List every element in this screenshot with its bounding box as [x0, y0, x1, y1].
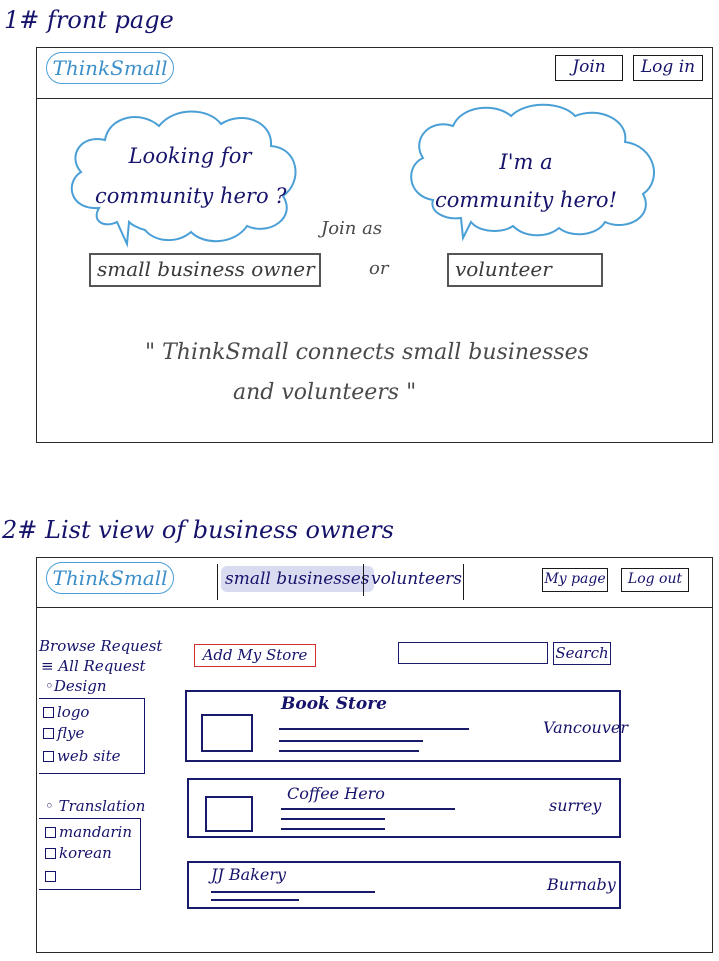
text-placeholder-line: [279, 740, 423, 742]
text-placeholder-line: [279, 728, 469, 730]
volunteer-button[interactable]: volunteer: [447, 253, 603, 287]
checkbox-icon[interactable]: [43, 728, 54, 739]
store-thumbnail: [201, 714, 253, 752]
front-page-heading: 1# front page: [4, 6, 174, 34]
join-button[interactable]: Join: [555, 55, 623, 81]
list-view-frame: [36, 557, 713, 953]
filter-website[interactable]: web site: [43, 746, 121, 766]
text-placeholder-line: [281, 828, 385, 830]
checkbox-icon[interactable]: [45, 871, 56, 882]
my-page-button[interactable]: My page: [542, 568, 608, 592]
text-placeholder-line: [211, 891, 375, 893]
browse-request-title: Browse Request: [39, 637, 163, 655]
logo[interactable]: ThinkSmall: [46, 562, 174, 594]
cloud-right-line1: I'm a: [499, 150, 553, 174]
store-thumbnail: [205, 796, 253, 832]
business-card[interactable]: [185, 690, 628, 762]
business-card[interactable]: [187, 778, 621, 838]
list-icon: ≡: [41, 657, 59, 675]
bullet-icon: ◦: [45, 677, 54, 695]
business-name[interactable]: Coffee Hero: [287, 784, 385, 803]
business-card[interactable]: [187, 861, 621, 909]
cloud-left-line2: community hero ?: [95, 184, 287, 208]
business-location: Vancouver: [543, 718, 628, 737]
logout-button[interactable]: Log out: [621, 568, 689, 592]
add-my-store-button[interactable]: Add My Store: [194, 644, 316, 667]
tagline-line1: " ThinkSmall connects small businesses: [145, 340, 589, 365]
filter-flyer[interactable]: flye: [43, 723, 84, 743]
checkbox-icon[interactable]: [43, 751, 54, 762]
search-button[interactable]: Search: [553, 642, 611, 665]
text-placeholder-line: [281, 808, 455, 810]
login-button[interactable]: Log in: [633, 55, 703, 81]
or-label: or: [369, 258, 389, 279]
business-name[interactable]: Book Store: [281, 694, 387, 714]
list-view-heading: 2# List view of business owners: [2, 516, 394, 544]
cloud-left-line1: Looking for: [128, 144, 252, 168]
filter-mandarin[interactable]: mandarin: [45, 822, 132, 842]
all-request-link[interactable]: ≡ All Request: [41, 657, 146, 675]
text-placeholder-line: [281, 818, 385, 820]
nav-small-businesses[interactable]: small businesses: [221, 566, 374, 592]
nav-volunteers[interactable]: volunteers: [371, 569, 462, 589]
nav-divider: [463, 564, 464, 600]
list-view-header: [37, 558, 712, 608]
filter-korean[interactable]: korean: [45, 843, 112, 863]
business-name[interactable]: JJ Bakery: [211, 865, 287, 884]
small-business-owner-button[interactable]: small business owner: [89, 253, 321, 287]
checkbox-icon[interactable]: [45, 827, 56, 838]
front-page-header: [37, 48, 712, 99]
text-placeholder-line: [279, 750, 419, 752]
bullet-icon: ◦: [45, 797, 59, 815]
cloud-right-line2: community hero!: [434, 188, 618, 212]
search-input[interactable]: [398, 642, 548, 664]
nav-divider: [217, 564, 218, 600]
translation-category[interactable]: ◦ Translation: [45, 797, 146, 815]
tagline-line2: and volunteers ": [233, 380, 417, 405]
filter-empty[interactable]: [45, 866, 59, 886]
design-category[interactable]: ◦Design: [45, 677, 107, 695]
front-page-frame: [36, 47, 713, 443]
business-location: Burnaby: [547, 875, 616, 894]
business-location: surrey: [549, 796, 602, 815]
text-placeholder-line: [211, 899, 299, 901]
filter-logo[interactable]: logo: [43, 702, 89, 722]
join-as-label: Join as: [321, 218, 383, 239]
nav-divider: [363, 564, 364, 596]
checkbox-icon[interactable]: [45, 848, 56, 859]
logo[interactable]: ThinkSmall: [46, 52, 174, 84]
checkbox-icon[interactable]: [43, 707, 54, 718]
